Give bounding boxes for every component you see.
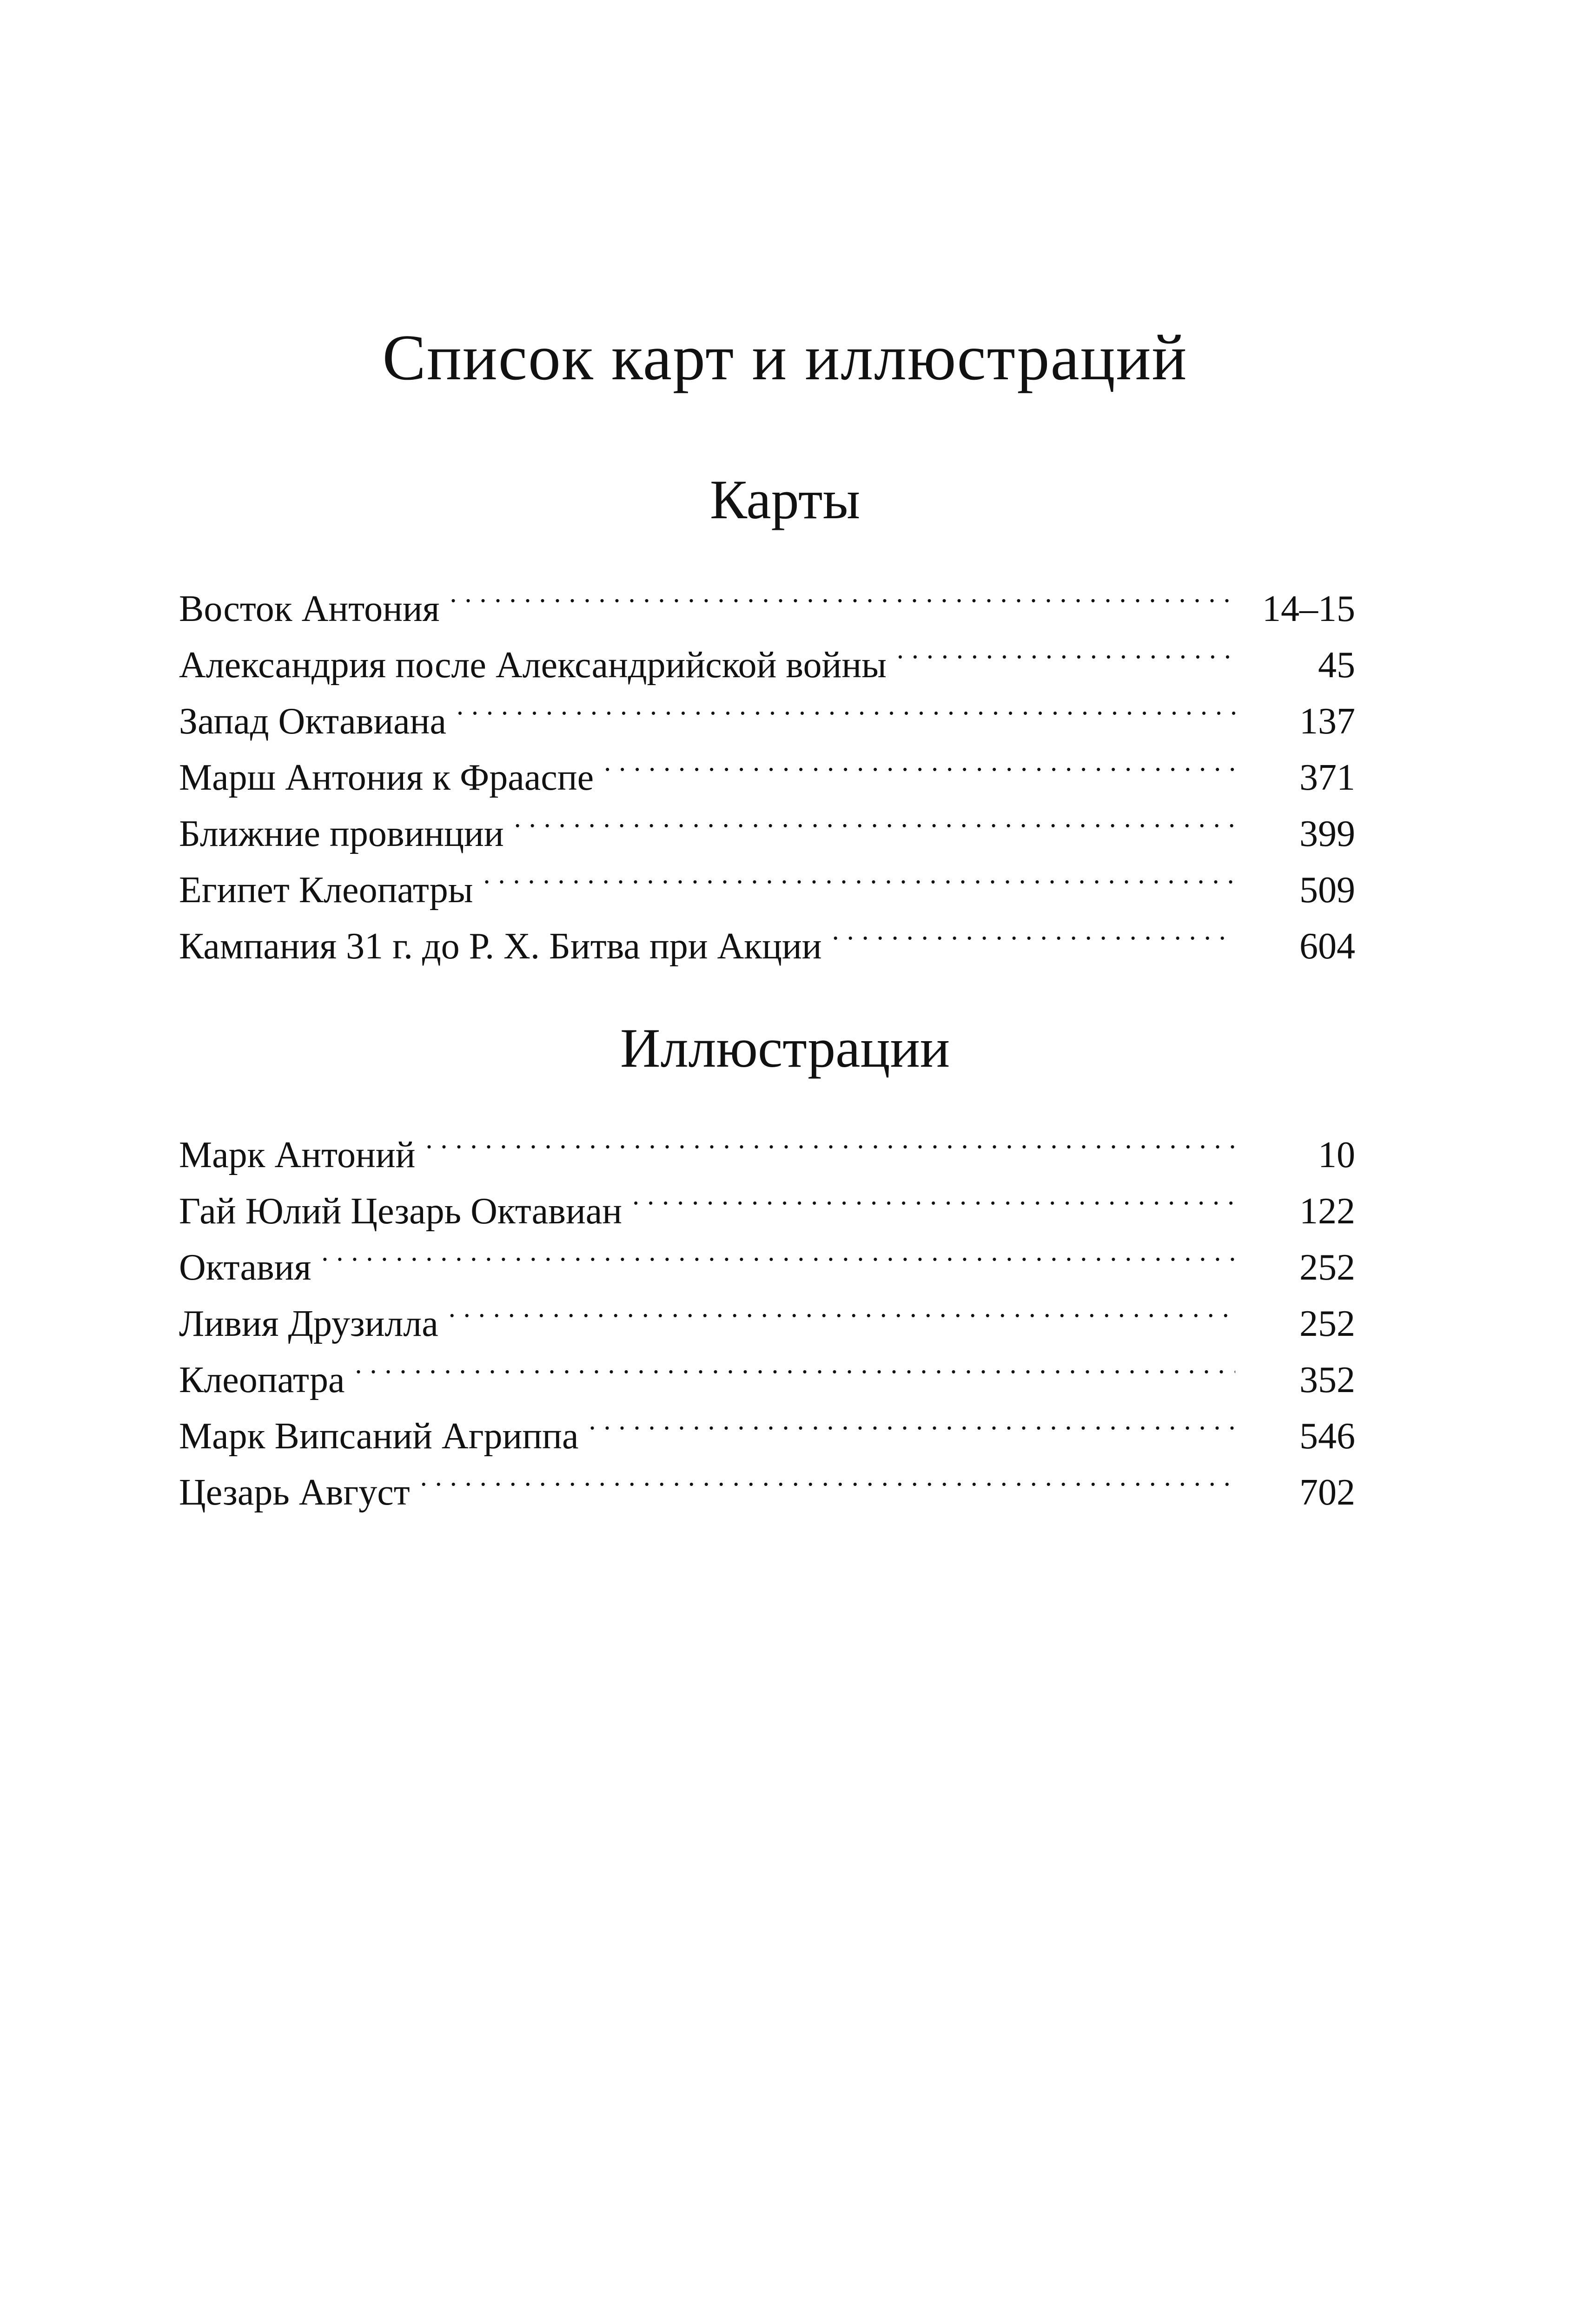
- item-label: Кампания 31 г. до Р. Х. Битва при Акции: [179, 926, 822, 967]
- item-label: Ближние провинции: [179, 813, 504, 854]
- list-item: [179, 1392, 1355, 1457]
- item-label: Марк Антоний: [179, 1135, 416, 1175]
- dot-leader: [832, 902, 1235, 958]
- item-label: Марш Антония к Фрааспе: [179, 757, 594, 798]
- item-label: Клеопатра: [179, 1360, 345, 1400]
- item-label: Гай Юлий Цезарь Октавиан: [179, 1191, 623, 1232]
- dot-leader: [589, 1392, 1235, 1448]
- page-number: 509: [1299, 870, 1355, 911]
- item-label: Ливия Друзилла: [179, 1303, 438, 1344]
- list-item: [179, 1223, 1355, 1288]
- dot-leader: [449, 1280, 1235, 1336]
- page-number: 122: [1299, 1191, 1355, 1232]
- illustrations-list: [179, 1111, 1355, 1513]
- page-number: 252: [1299, 1303, 1355, 1344]
- item-label: Марк Випсаний Агриппа: [179, 1416, 579, 1457]
- dot-leader: [450, 565, 1235, 621]
- dot-leader: [897, 621, 1235, 677]
- list-item: [179, 565, 1355, 629]
- list-item: [179, 1336, 1355, 1400]
- page-number: 399: [1299, 813, 1355, 854]
- list-item: [179, 1280, 1355, 1344]
- page-number: 252: [1299, 1247, 1355, 1288]
- item-label: Александрия после Александрийской войны: [179, 645, 887, 686]
- page-number: 546: [1299, 1416, 1355, 1457]
- item-label: Восток Антония: [179, 588, 440, 629]
- page-number: 352: [1299, 1360, 1355, 1400]
- dot-leader: [484, 846, 1236, 902]
- item-label: Цезарь Август: [179, 1472, 410, 1513]
- page-title: Список карт и иллюстраций: [382, 322, 1188, 394]
- item-label: Египет Клеопатры: [179, 870, 473, 911]
- dot-leader: [355, 1336, 1235, 1392]
- dot-leader: [604, 733, 1235, 790]
- dot-leader: [632, 1167, 1235, 1223]
- section-heading-illustrations: Иллюстрации: [620, 1017, 950, 1079]
- page-number: 14–15: [1262, 588, 1355, 629]
- maps-list: [179, 565, 1355, 967]
- dot-leader: [425, 1111, 1235, 1167]
- dot-leader: [457, 677, 1235, 733]
- dot-leader: [514, 790, 1235, 846]
- page-number: 45: [1318, 645, 1355, 686]
- item-label: Октавия: [179, 1247, 311, 1288]
- page-number: 137: [1299, 701, 1355, 742]
- page-number: 604: [1299, 926, 1355, 967]
- section-heading-maps: Карты: [709, 469, 861, 530]
- dot-leader: [321, 1223, 1235, 1280]
- dot-leader: [420, 1448, 1235, 1505]
- item-label: Запад Октавиана: [179, 701, 446, 742]
- page-number: 10: [1318, 1135, 1355, 1175]
- list-item: [179, 1111, 1355, 1175]
- page-number: 371: [1299, 757, 1355, 798]
- page-number: 702: [1299, 1472, 1355, 1513]
